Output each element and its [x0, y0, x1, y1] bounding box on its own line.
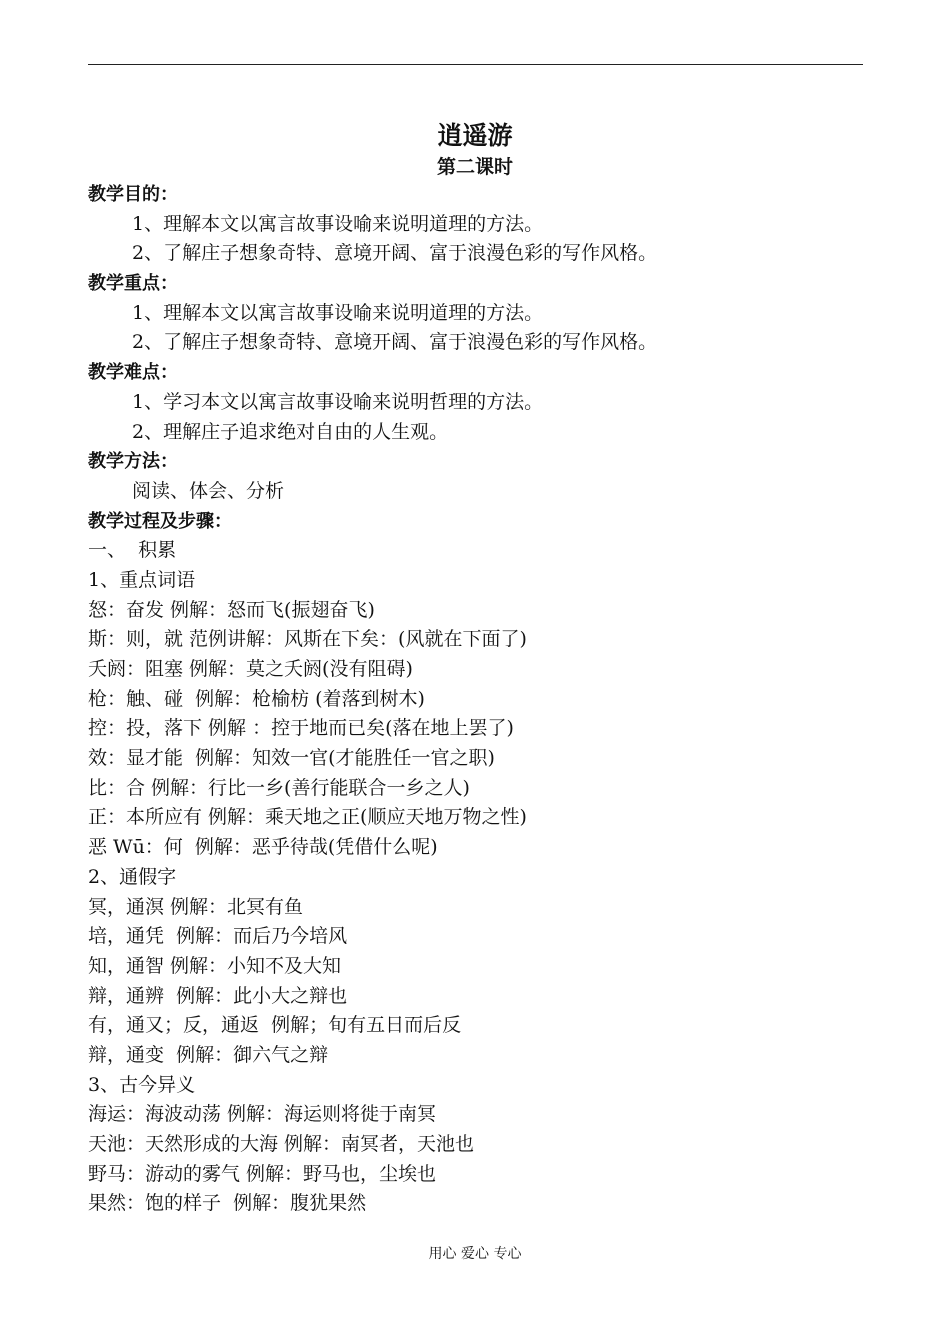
text-line: 冥，通溟 例解：北冥有鱼 — [88, 895, 304, 918]
page-footer: 用心 爱心 专心 — [428, 1246, 522, 1262]
text-line: 枪：触、碰 例解：枪榆枋 (着落到树木) — [88, 687, 425, 710]
text-line: 培，通凭 例解：而后乃今培风 — [88, 925, 348, 948]
text-line: 天池：天然形成的大海 例解：南冥者，天池也 — [88, 1133, 475, 1155]
text-line: 正：本所应有 例解：乘天地之正(顺应天地万物之性) — [88, 806, 527, 829]
text-line: 夭阏：阻塞 例解：莫之夭阏(没有阻碍) — [88, 658, 413, 680]
section-heading: 教学目的： — [88, 184, 178, 205]
text-line: 阅读、体会、分析 — [132, 479, 285, 502]
header-rule — [88, 64, 863, 65]
text-line: 海运：海波动荡 例解：海运则将徙于南冥 — [88, 1103, 437, 1126]
text-line: 恶 Wū：何 例解：恶乎待哉(凭借什么呢) — [88, 836, 438, 859]
text-line: 控：投，落下 例解 ：控于地而已矣(落在地上罢了) — [88, 717, 514, 740]
section-heading: 教学重点： — [88, 273, 178, 295]
text-line: 比：合 例解：行比一乡(善行能联合一乡之人) — [88, 776, 470, 799]
text-line: 1、理解本文以寓言故事设喻来说明道理的方法。 — [132, 212, 544, 235]
document-title: 逍遥游 — [437, 121, 513, 150]
text-line: 果然：饱的样子 例解：腹犹果然 — [88, 1192, 367, 1215]
text-line: 效：显才能 例解：知效一官(才能胜任一官之职) — [88, 747, 495, 770]
text-line: 2、通假字 — [88, 865, 177, 888]
text-line: 2、理解庄子追求绝对自由的人生观。 — [132, 420, 449, 443]
text-line: 2、了解庄子想象奇特、意境开阔、富于浪漫色彩的写作风格。 — [132, 242, 658, 265]
text-line: 一、 积累 — [88, 539, 177, 562]
text-line: 斯：则，就 范例讲解：风斯在下矣：(风就在下面了) — [88, 628, 527, 651]
document-subtitle: 第二课时 — [436, 156, 513, 178]
text-line: 辩，通变 例解：御六气之辩 — [88, 1043, 329, 1066]
text-line: 2、了解庄子想象奇特、意境开阔、富于浪漫色彩的写作风格。 — [132, 331, 658, 354]
section-heading: 教学方法： — [88, 451, 178, 473]
text-line: 知，通智 例解：小知不及大知 — [88, 954, 342, 977]
text-line: 野马：游动的雾气 例解：野马也，尘埃也 — [88, 1162, 437, 1185]
section-heading: 教学过程及步骤： — [88, 510, 232, 532]
text-line: 3、古今异义 — [88, 1073, 196, 1096]
text-line: 1、重点词语 — [88, 568, 196, 591]
section-heading: 教学难点： — [88, 362, 178, 384]
text-line: 1、学习本文以寓言故事设喻来说明哲理的方法。 — [132, 390, 544, 413]
text-line: 辩，通辨 例解：此小大之辩也 — [88, 984, 348, 1007]
text-line: 有，通又；反，通返 例解；旬有五日而后反 — [88, 1014, 462, 1037]
text-line: 1、理解本文以寓言故事设喻来说明道理的方法。 — [132, 301, 544, 324]
document-body — [88, 180, 868, 1219]
text-line: 怒：奋发 例解：怒而飞(振翅奋飞) — [88, 598, 375, 621]
